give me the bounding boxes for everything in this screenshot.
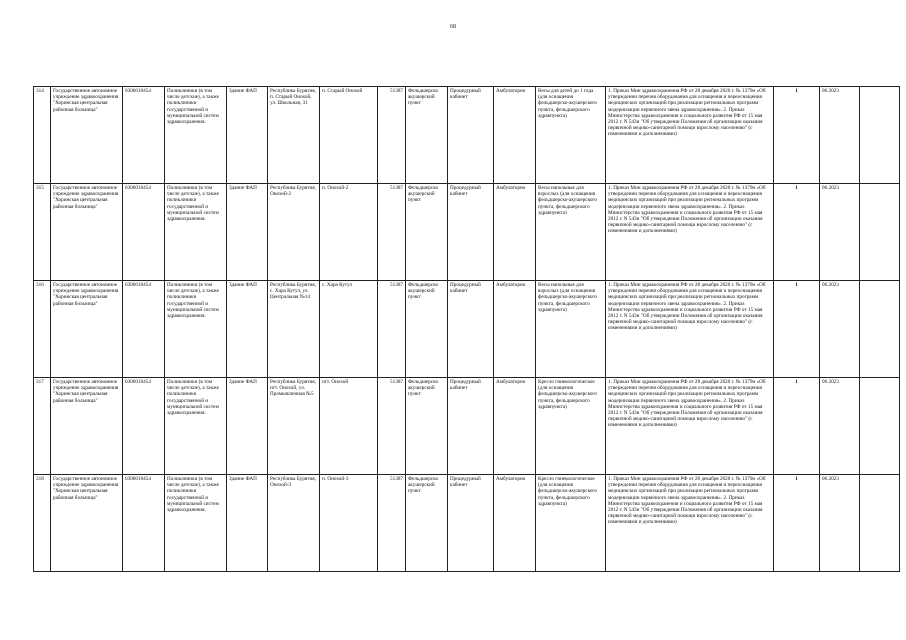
- equipment-table: [33, 86, 900, 572]
- facility-form-cell: Поликлиники (в том числе детские), а также поликлиники государственной и муниципальной систем здравоохранения.: [165, 281, 227, 378]
- locality-cell: п. Онохой-3: [320, 475, 378, 572]
- care-type-cell: Амбулаторно: [494, 475, 536, 572]
- unit-type-cell: Фельдшерско акушерский пункт: [406, 378, 448, 475]
- table-row: [34, 378, 900, 475]
- count-cell: 1: [774, 378, 820, 475]
- organization-cell: Государственное автономное учреждение здравоохранения "Хоринская центральная районная больница": [51, 475, 123, 572]
- building-cell: Здание ФАП: [227, 184, 268, 281]
- care-type-cell: Амбулаторно: [494, 87, 536, 184]
- legal-basis-cell: 1. Приказ Мин здравоохранения РФ от 28 декабря 2020 г. № 1379н «Об утверждении перечня оборудования для оснащения и переоснащения медицинских организаций при реализации региональных программ модернизации первичного звена здравоохранения». 2. Приказ Министерства здравоохранения и социального развития РФ от 15 мая 2012 г. N 543н "Об утверждении Положения об организации оказания первичной медико-санитарной помощи взрослому населению" (с изменениями и дополнениями): [606, 378, 774, 475]
- equipment-cell: Весы для детей до 1 года (для оснащения фельдшерско-акушерского пункта, фельдшерского здравпункта): [536, 87, 606, 184]
- table-row: [34, 475, 900, 572]
- inn-cell: 0306010454: [123, 475, 165, 572]
- code-cell: 51387: [378, 281, 406, 378]
- row-index: 317: [34, 378, 51, 475]
- building-cell: Здание ФАП: [227, 475, 268, 572]
- date-cell: 06.2023: [820, 184, 860, 281]
- row-index: 316: [34, 281, 51, 378]
- locality-cell: с. Хара Кутул: [320, 281, 378, 378]
- address-cell: Республика Бурятия, пгт. Онохой, ул. Промышленная №5: [268, 378, 320, 475]
- table-row: [34, 281, 900, 378]
- date-cell: 06.2023: [820, 378, 860, 475]
- unit-type-cell: Фельдшерско акушерский пункт: [406, 87, 448, 184]
- row-index: 318: [34, 475, 51, 572]
- organization-cell: Государственное автономное учреждение здравоохранения "Хоринская центральная районная больница": [51, 184, 123, 281]
- building-cell: Здание ФАП: [227, 87, 268, 184]
- count-cell: 1: [774, 281, 820, 378]
- room-cell: Процедурный кабинет: [448, 184, 494, 281]
- code-cell: 51387: [378, 378, 406, 475]
- inn-cell: 0306010454: [123, 87, 165, 184]
- building-cell: Здание ФАП: [227, 378, 268, 475]
- count-cell: 1: [774, 475, 820, 572]
- inn-cell: 0306010454: [123, 378, 165, 475]
- equipment-cell: Кресло гинекологическое (для оснащения фельдшерско-акушерского пункта, фельдшерского здравпункта): [536, 475, 606, 572]
- count-cell: 1: [774, 184, 820, 281]
- care-type-cell: Амбулаторно: [494, 281, 536, 378]
- unit-type-cell: Фельдшерско акушерский пункт: [406, 475, 448, 572]
- empty-cell: [860, 87, 900, 184]
- legal-basis-cell: 1. Приказ Мин здравоохранения РФ от 28 декабря 2020 г. № 1379н «Об утверждении перечня оборудования для оснащения и переоснащения медицинских организаций при реализации региональных программ модернизации первичного звена здравоохранения». 2. Приказ Министерства здравоохранения и социального развития РФ от 15 мая 2012 г. N 543н "Об утверждении Положения об организации оказания первичной медико-санитарной помощи взрослому населению" (с изменениями и дополнениями): [606, 281, 774, 378]
- row-index: 314: [34, 87, 51, 184]
- room-cell: Процедурный кабинет: [448, 87, 494, 184]
- locality-cell: п. Онохой-2: [320, 184, 378, 281]
- address-cell: Республика Бурятия, с. Хара Кутул, ул. Центральная №14: [268, 281, 320, 378]
- room-cell: Процедурный кабинет: [448, 281, 494, 378]
- inn-cell: 0306010454: [123, 184, 165, 281]
- unit-type-cell: Фельдшерско акушерский пункт: [406, 281, 448, 378]
- row-index: 315: [34, 184, 51, 281]
- facility-form-cell: Поликлиники (в том числе детские), а также поликлиники государственной и муниципальной систем здравоохранения.: [165, 475, 227, 572]
- equipment-cell: Кресло гинекологическое (для оснащения фельдшерско-акушерского пункта, фельдшерского здравпункта): [536, 378, 606, 475]
- legal-basis-cell: 1. Приказ Мин здравоохранения РФ от 28 декабря 2020 г. № 1379н «Об утверждении перечня оборудования для оснащения и переоснащения медицинских организаций при реализации региональных программ модернизации первичного звена здравоохранения». 2. Приказ Министерства здравоохранения и социального развития РФ от 15 мая 2012 г. N 543н "Об утверждении Положения об организации оказания первичной медико-санитарной помощи взрослому населению" (с изменениями и дополнениями): [606, 184, 774, 281]
- empty-cell: [860, 184, 900, 281]
- empty-cell: [860, 475, 900, 572]
- date-cell: 06.2023: [820, 281, 860, 378]
- address-cell: Республика Бурятия, Онохой-3: [268, 475, 320, 572]
- unit-type-cell: Фельдшерско акушерский пункт: [406, 184, 448, 281]
- inn-cell: 0306010454: [123, 281, 165, 378]
- empty-cell: [860, 378, 900, 475]
- date-cell: 06.2023: [820, 475, 860, 572]
- empty-cell: [860, 281, 900, 378]
- code-cell: 51387: [378, 87, 406, 184]
- organization-cell: Государственное автономное учреждение здравоохранения "Хоринская центральная районная больница": [51, 281, 123, 378]
- count-cell: 1: [774, 87, 820, 184]
- building-cell: Здание ФАП: [227, 281, 268, 378]
- room-cell: Процедурный кабинет: [448, 475, 494, 572]
- organization-cell: Государственное автономное учреждение здравоохранения "Хоринская центральная районная больница": [51, 87, 123, 184]
- address-cell: Республика Бурятия, Онохой-2: [268, 184, 320, 281]
- legal-basis-cell: 1. Приказ Мин здравоохранения РФ от 28 декабря 2020 г. № 1379н «Об утверждении перечня оборудования для оснащения и переоснащения медицинских организаций при реализации региональных программ модернизации первичного звена здравоохранения». 2. Приказ Министерства здравоохранения и социального развития РФ от 15 мая 2012 г. N 543н "Об утверждении Положения об организации оказания первичной медико-санитарной помощи взрослому населению" (с изменениями и дополнениями): [606, 475, 774, 572]
- table-row: [34, 184, 900, 281]
- organization-cell: Государственное автономное учреждение здравоохранения "Хоринская центральная районная больница": [51, 378, 123, 475]
- facility-form-cell: Поликлиники (в том числе детские), а также поликлиники государственной и муниципальной систем здравоохранения.: [165, 378, 227, 475]
- equipment-cell: Весы напольные для взрослых (для оснащения фельдшерско-акушерского пункта, фельдшерского здравпункта): [536, 184, 606, 281]
- code-cell: 51387: [378, 475, 406, 572]
- locality-cell: п. Старый Онохой: [320, 87, 378, 184]
- legal-basis-cell: 1. Приказ Мин здравоохранения РФ от 28 декабря 2020 г. № 1379н «Об утверждении перечня оборудования для оснащения и переоснащения медицинских организаций при реализации региональных программ модернизации первичного звена здравоохранения». 2. Приказ Министерства здравоохранения и социального развития РФ от 15 мая 2012 г. N 543н "Об утверждении Положения об организации оказания первичной медико-санитарной помощи взрослому населению" (с изменениями и дополнениями): [606, 87, 774, 184]
- room-cell: Процедурный кабинет: [448, 378, 494, 475]
- table-row: [34, 87, 900, 184]
- care-type-cell: Амбулаторно: [494, 184, 536, 281]
- page-number: 68: [450, 24, 456, 30]
- date-cell: 06.2023: [820, 87, 860, 184]
- facility-form-cell: Поликлиники (в том числе детские), а также поликлиники государственной и муниципальной систем здравоохранения.: [165, 87, 227, 184]
- address-cell: Республика Бурятия, п. Старый Онохой, ул. Школьная, 31: [268, 87, 320, 184]
- locality-cell: пгт. Онохой: [320, 378, 378, 475]
- code-cell: 51387: [378, 184, 406, 281]
- equipment-cell: Весы напольные для взрослых (для оснащения фельдшерско-акушерского пункта, фельдшерского здравпункта): [536, 281, 606, 378]
- care-type-cell: Амбулаторно: [494, 378, 536, 475]
- facility-form-cell: Поликлиники (в том числе детские), а также поликлиники государственной и муниципальной систем здравоохранения.: [165, 184, 227, 281]
